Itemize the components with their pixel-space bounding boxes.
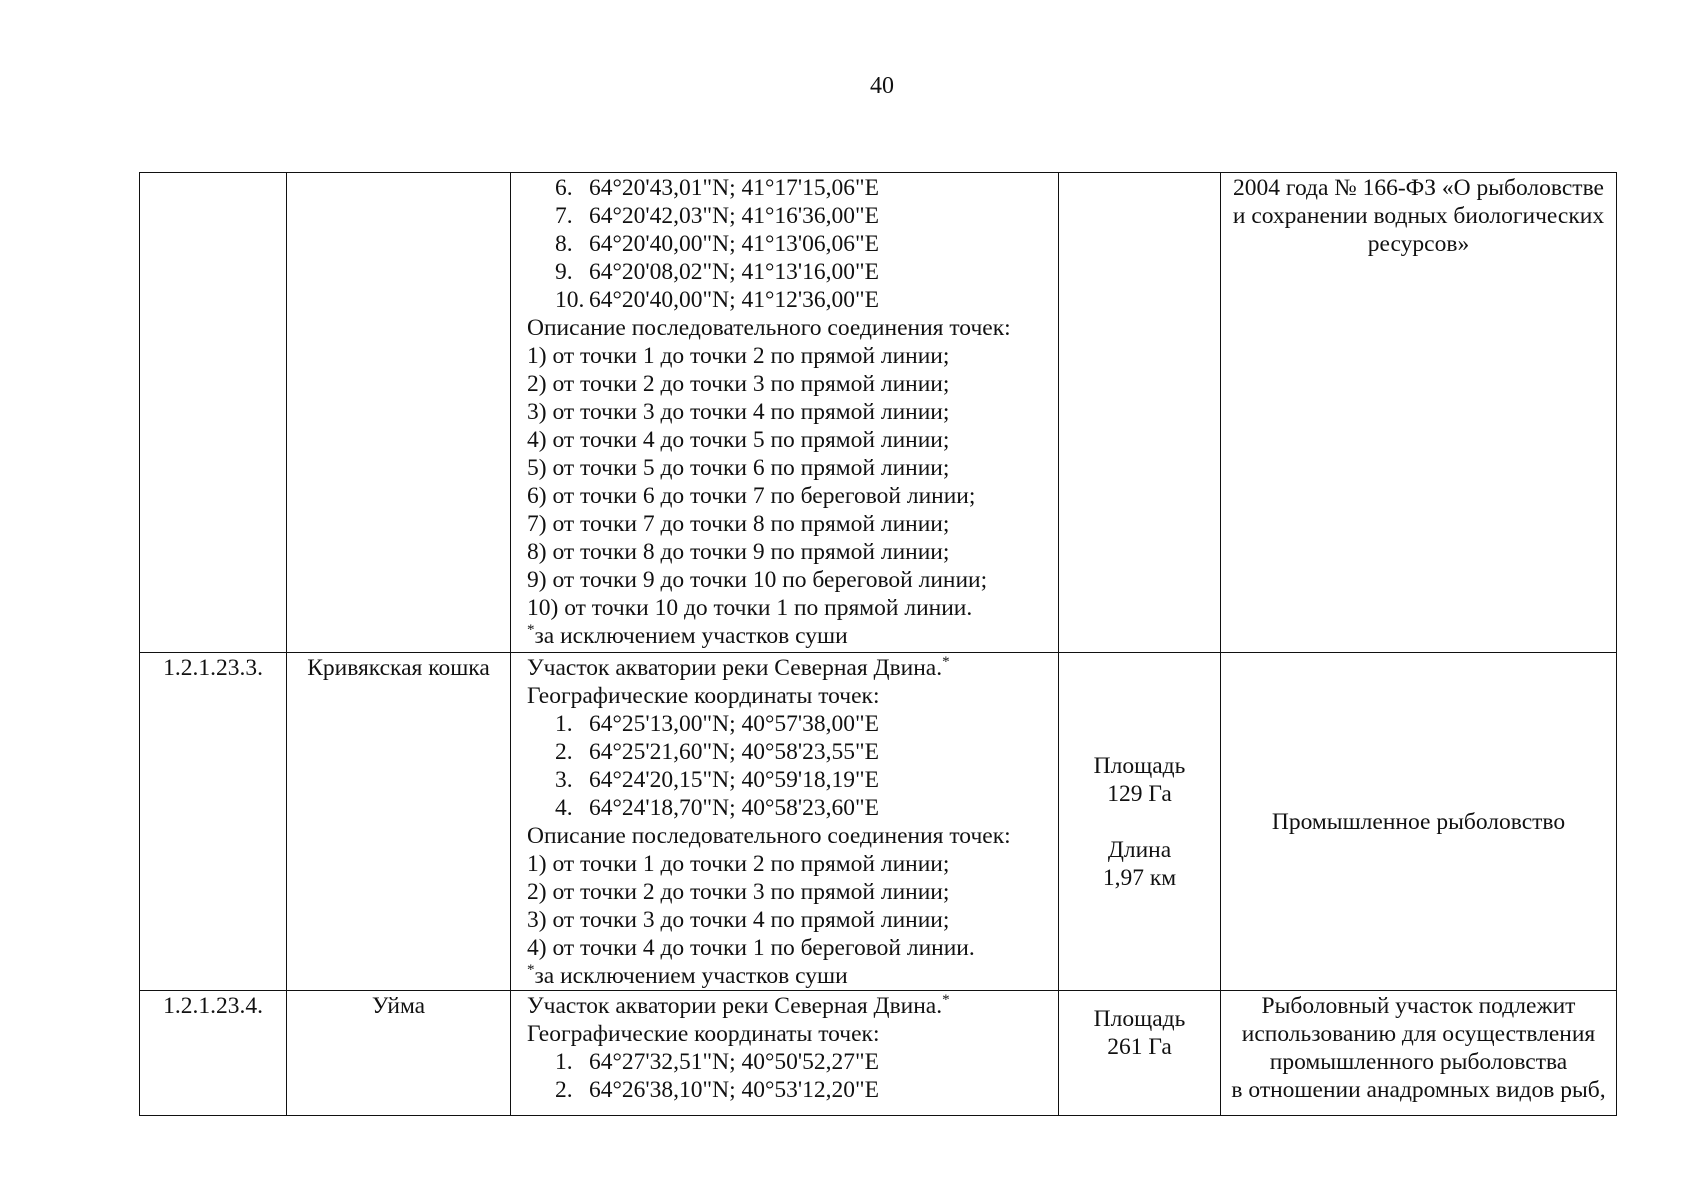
cell-description (511, 653, 1059, 991)
cell-purpose (1221, 653, 1617, 991)
point-number: 3. (555, 767, 573, 793)
length-value: 1,97 км (1102, 865, 1177, 891)
area-code: 1.2.1.23.4. (163, 993, 263, 1019)
area-value: 261 Га (1107, 1034, 1172, 1060)
area-value: 129 Га (1107, 781, 1172, 807)
point-number: 7. (555, 203, 573, 229)
connection-line: 9) от точки 9 до точки 10 по береговой линии; (527, 567, 988, 593)
connection-heading: Описание последовательного соединения точек: (527, 823, 1011, 849)
cell-parameters (1059, 173, 1221, 653)
footnote (527, 962, 1052, 990)
coordinate-point (527, 258, 1052, 286)
footnote-mark: * (942, 992, 950, 1008)
point-coordinates: 64°20'43,01"N; 41°17'15,06"E (589, 175, 879, 201)
point-coordinates: 64°27'32,51"N; 40°50'52,27"E (589, 1049, 879, 1075)
table-row (140, 991, 1617, 1116)
purpose-line: Промышленное рыболовство (1271, 809, 1566, 835)
area-label: Площадь (1093, 1006, 1186, 1032)
point-coordinates: 64°24'20,15"N; 40°59'18,19"E (589, 767, 879, 793)
point-coordinates: 64°24'18,70"N; 40°58'23,60"E (589, 795, 879, 821)
point-coordinates: 64°20'08,02"N; 41°13'16,00"E (589, 259, 879, 285)
point-number: 9. (555, 259, 573, 285)
purpose-line: и сохранении водных биологических (1232, 203, 1605, 229)
cell-name (287, 653, 511, 991)
connection-line: 2) от точки 2 до точки 3 по прямой линии; (527, 879, 950, 905)
coordinate-point (527, 202, 1052, 230)
point-number: 10. (555, 287, 585, 313)
cell-parameters (1059, 991, 1221, 1116)
cell-parameters (1059, 653, 1221, 991)
point-number: 2. (555, 1077, 573, 1103)
coordinate-point (527, 174, 1052, 202)
coords-heading: Географические координаты точек: (527, 683, 880, 709)
point-coordinates: 64°20'40,00"N; 41°13'06,06"E (589, 231, 879, 257)
footnote-mark: * (527, 622, 535, 638)
cell-description (511, 991, 1059, 1116)
page-number: 40 (870, 73, 894, 99)
table-row (140, 173, 1617, 653)
purpose-line: 2004 года № 166-ФЗ «О рыболовстве (1233, 175, 1604, 201)
point-coordinates: 64°25'13,00"N; 40°57'38,00"E (589, 711, 879, 737)
connection-line: 8) от точки 8 до точки 9 по прямой линии; (527, 539, 950, 565)
intro-text: Участок акватории реки Северная Двина. (527, 655, 943, 681)
length-label: Длина (1107, 837, 1172, 863)
point-coordinates: 64°20'40,00"N; 41°12'36,00"E (589, 287, 879, 313)
coordinate-point (527, 766, 1052, 794)
purpose-line: в отношении анадромных видов рыб, (1231, 1077, 1606, 1103)
connection-line: 6) от точки 6 до точки 7 по береговой линии; (527, 483, 976, 509)
area-name: Уйма (371, 993, 426, 1019)
connection-line: 5) от точки 5 до точки 6 по прямой линии; (527, 455, 950, 481)
footnote-mark: * (942, 654, 950, 670)
footnote-text: за исключением участков суши (534, 963, 848, 989)
area-intro (527, 992, 1052, 1020)
coordinate-point (527, 1076, 1052, 1104)
cell-description (511, 173, 1059, 653)
purpose-line: промышленного рыболовства (1269, 1049, 1568, 1075)
area-intro (527, 654, 1052, 682)
cell-purpose (1221, 173, 1617, 653)
connection-line: 2) от точки 2 до точки 3 по прямой линии; (527, 371, 950, 397)
spacer (1065, 808, 1214, 836)
area-code: 1.2.1.23.3. (163, 655, 263, 681)
cell-code (140, 991, 287, 1116)
point-number: 1. (555, 1049, 573, 1075)
connection-line: 4) от точки 4 до точки 1 по береговой линии. (527, 935, 975, 961)
table-row (140, 653, 1617, 991)
coordinate-point (527, 710, 1052, 738)
point-number: 4. (555, 795, 573, 821)
connection-line: 7) от точки 7 до точки 8 по прямой линии; (527, 511, 950, 537)
cell-name (287, 173, 511, 653)
point-coordinates: 64°20'42,03"N; 41°16'36,00"E (589, 203, 879, 229)
connection-line: 3) от точки 3 до точки 4 по прямой линии; (527, 399, 950, 425)
footnote-mark: * (527, 962, 535, 978)
coordinate-point (527, 738, 1052, 766)
point-number: 8. (555, 231, 573, 257)
intro-text: Участок акватории реки Северная Двина. (527, 993, 943, 1019)
point-number: 2. (555, 739, 573, 765)
point-number: 6. (555, 175, 573, 201)
cell-purpose (1221, 991, 1617, 1116)
area-label: Площадь (1093, 753, 1186, 779)
coordinate-point (527, 286, 1052, 314)
connection-line: 10) от точки 10 до точки 1 по прямой линии. (527, 595, 973, 621)
point-coordinates: 64°25'21,60"N; 40°58'23,55"E (589, 739, 879, 765)
coords-heading: Географические координаты точек: (527, 1021, 880, 1047)
coordinate-point (527, 794, 1052, 822)
connection-line: 1) от точки 1 до точки 2 по прямой линии; (527, 851, 950, 877)
footnote-text: за исключением участков суши (534, 623, 848, 649)
cell-code (140, 173, 287, 653)
coordinate-point (527, 230, 1052, 258)
area-name: Кривякская кошка (307, 655, 490, 681)
fishing-areas-table (139, 172, 1617, 1116)
connection-line: 4) от точки 4 до точки 5 по прямой линии; (527, 427, 950, 453)
coordinate-point (527, 1048, 1052, 1076)
cell-name (287, 991, 511, 1116)
cell-code (140, 653, 287, 991)
connection-line: 1) от точки 1 до точки 2 по прямой линии; (527, 343, 950, 369)
point-coordinates: 64°26'38,10"N; 40°53'12,20"E (589, 1077, 879, 1103)
point-number: 1. (555, 711, 573, 737)
purpose-line: использованию для осуществления (1241, 1021, 1596, 1047)
purpose-line: ресурсов» (1367, 231, 1470, 257)
connection-heading: Описание последовательного соединения точек: (527, 315, 1011, 341)
footnote (527, 622, 1052, 650)
purpose-line: Рыболовный участок подлежит (1261, 993, 1576, 1019)
connection-line: 3) от точки 3 до точки 4 по прямой линии; (527, 907, 950, 933)
